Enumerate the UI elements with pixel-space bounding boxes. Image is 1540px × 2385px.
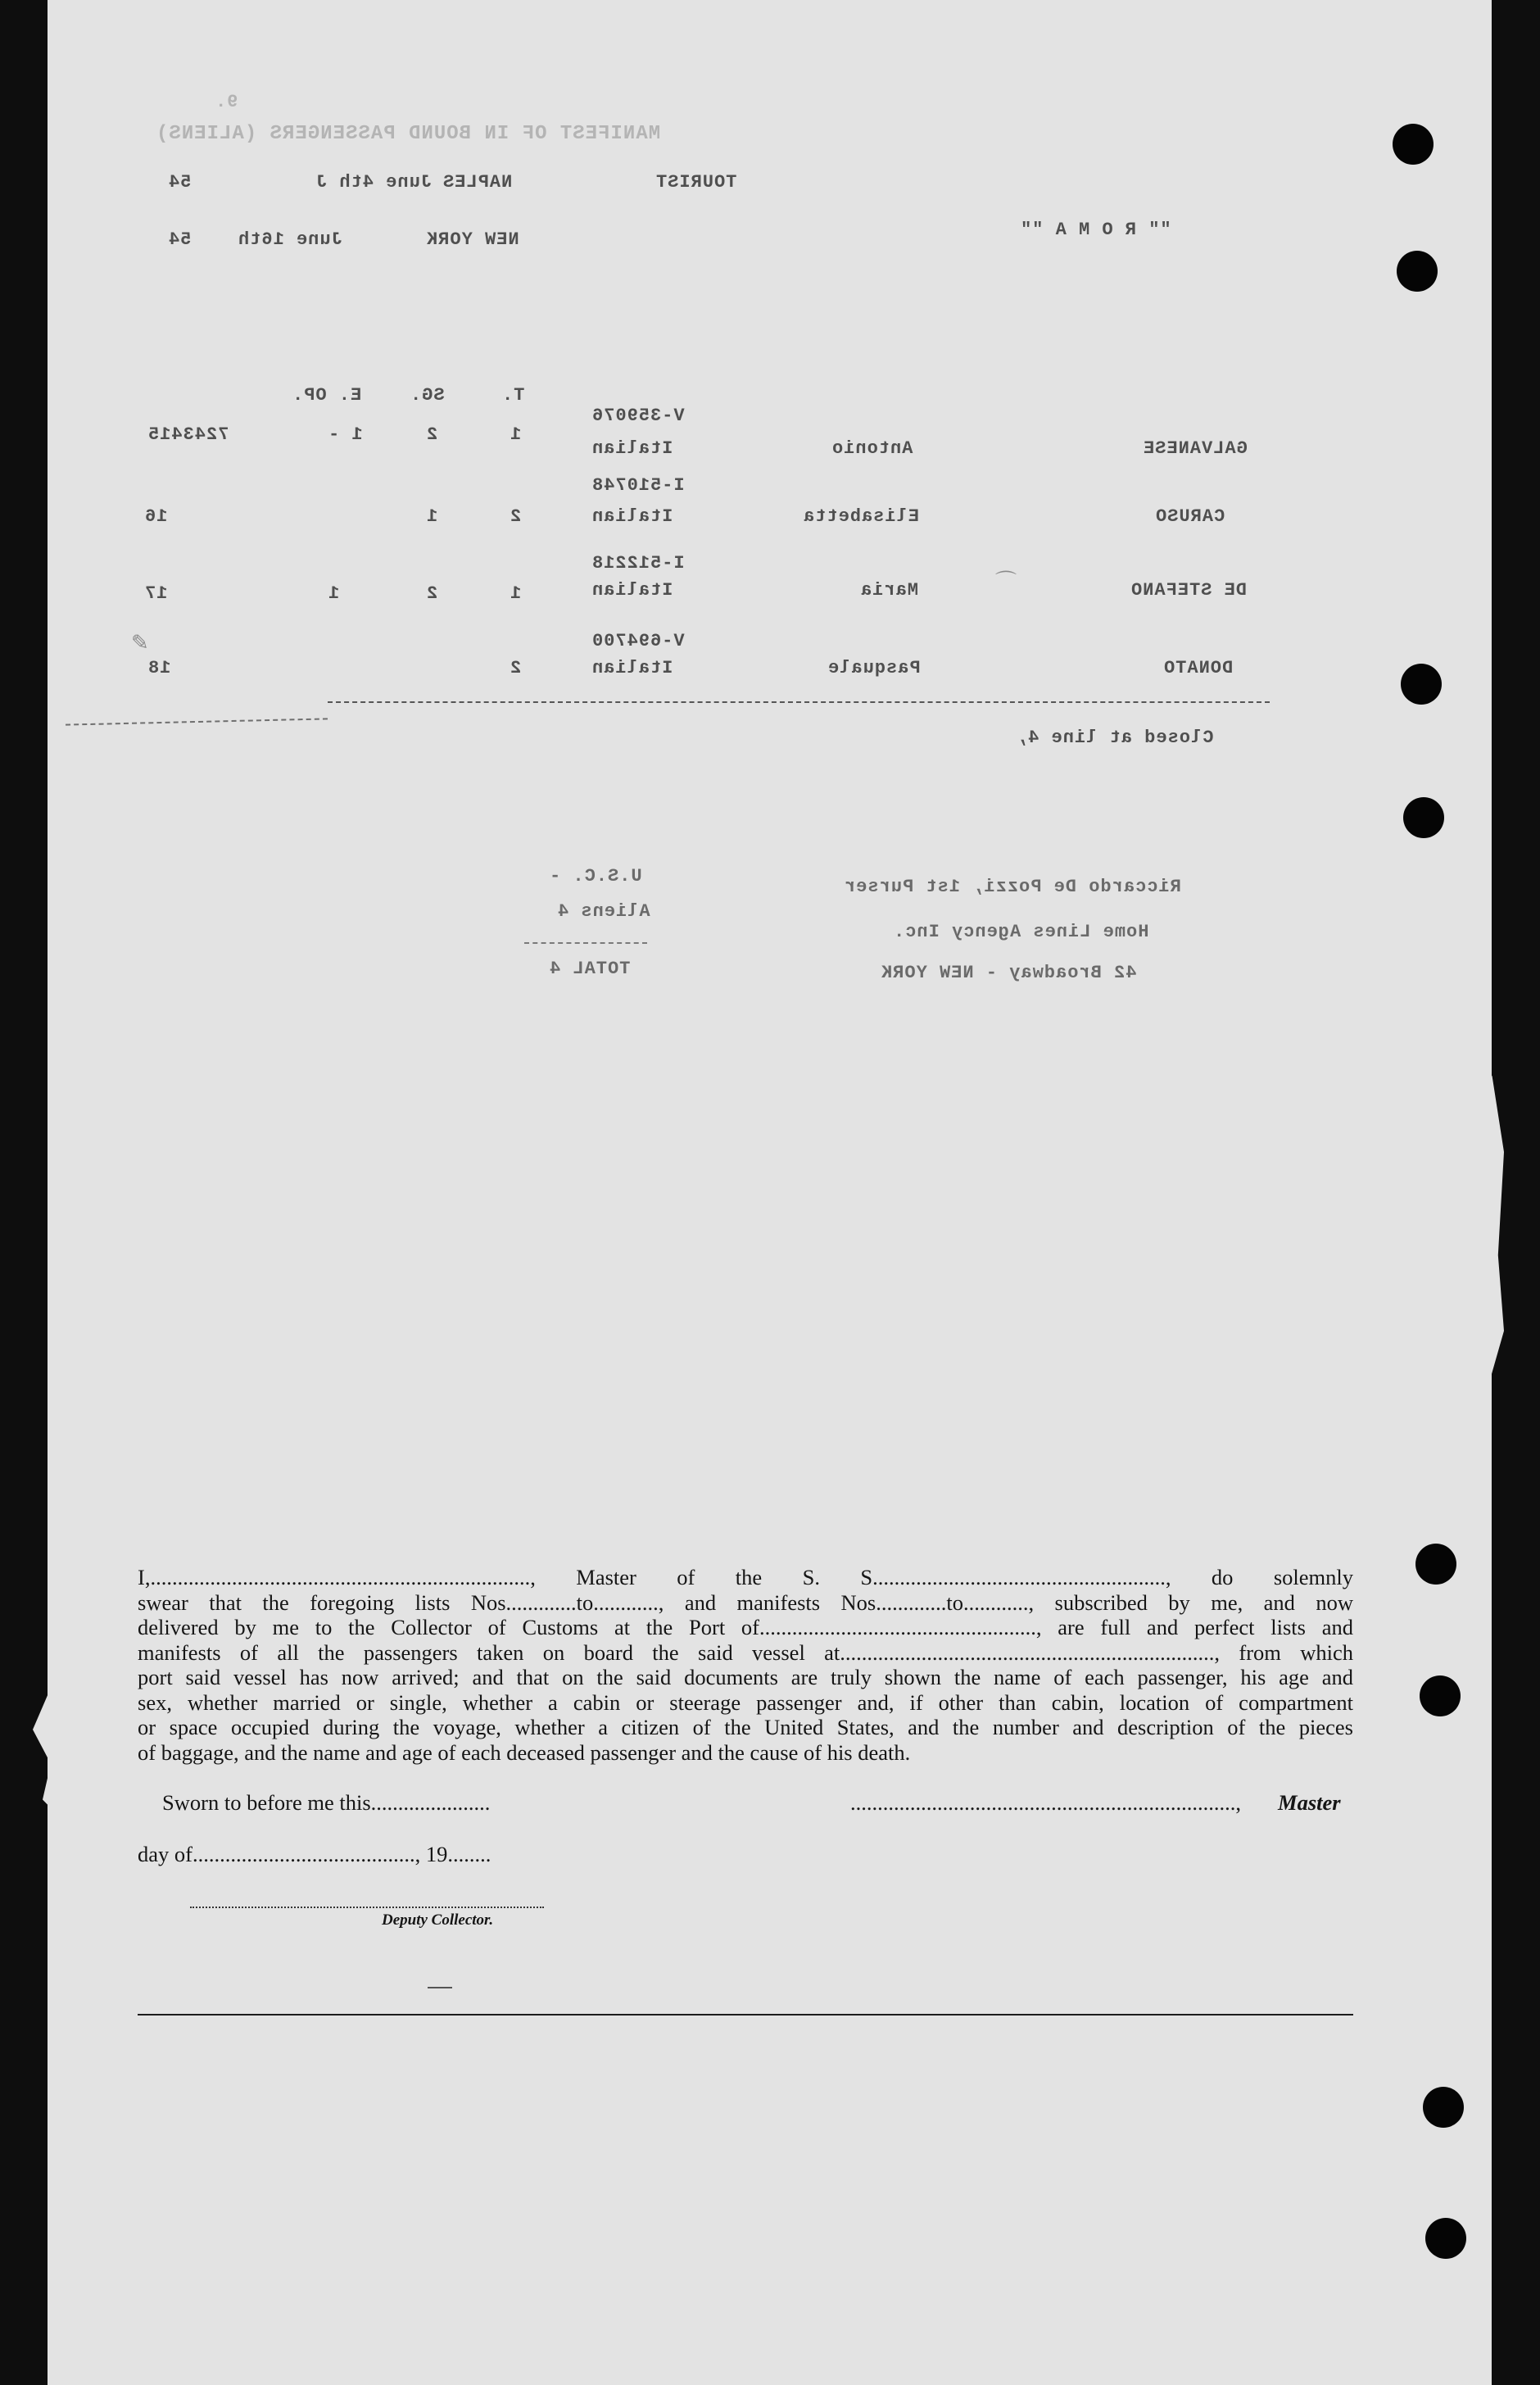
deputy-collector-label: Deputy Collector. <box>382 1911 494 1929</box>
binder-hole <box>1423 2087 1464 2128</box>
binder-hole <box>1420 1675 1461 1716</box>
oath-line: swear that the foregoing lists Nos.............to............, and manifests Nos.............to............, subscribed by me, and now <box>138 1589 1353 1615</box>
manifest-number: 9. <box>215 92 238 112</box>
oath-line: I,......................................................................, Master of the S. S......................................................, do solemnly <box>138 1565 1353 1589</box>
reference-number: 7243415 <box>147 424 229 445</box>
count-t: 2 <box>510 506 522 527</box>
oath-line: of baggage, and the name and age of each deceased passenger and the cause of his death. <box>138 1739 911 1765</box>
nationality: Italian <box>591 506 673 527</box>
count-t: 2 <box>510 658 522 678</box>
day-of-line: day of........................................., 19........ <box>138 1842 491 1866</box>
pencil-mark: ⌒ <box>995 570 1017 595</box>
sworn-before-line: Sworn to before me this...................... <box>162 1790 491 1815</box>
visa-number: I-512218 <box>591 553 685 574</box>
purser-line: Home Lines Agency Inc. <box>893 922 1149 942</box>
arrival-date: June 16th <box>238 229 342 250</box>
binder-hole <box>1393 124 1434 165</box>
bottom-rule <box>138 2014 1353 2015</box>
visa-number: V-694700 <box>591 631 685 651</box>
visa-number: V-359076 <box>591 406 685 426</box>
surname: DE STEFANO <box>1130 580 1248 601</box>
binder-hole <box>1425 2218 1466 2259</box>
oath-line: or space occupied during the voyage, whether a citizen of the United States, and the number and description of the pieces <box>138 1715 1353 1739</box>
binder-hole <box>1415 1544 1456 1585</box>
count-sg: 2 <box>426 583 438 604</box>
binder-hole <box>1403 797 1444 838</box>
count-eop: 1 <box>328 583 340 604</box>
oath-line: sex, whether married or single, whether a cabin or steerage passenger and, if other than cabin, location of compartment <box>138 1689 1353 1715</box>
given-name: Antonio <box>831 438 913 459</box>
count-eop: 1 - <box>328 424 363 445</box>
surname: DONATO <box>1163 658 1234 678</box>
manifest-title: MANIFEST OF IN BOUND PASSENGERS (ALIENS) <box>156 123 661 145</box>
total-all: TOTAL 4 <box>549 959 631 979</box>
deputy-signature-line <box>190 1907 544 1908</box>
reference-number: 16 <box>144 506 168 527</box>
master-signature-line: ......................................................................., <box>850 1790 1241 1815</box>
totals-rule <box>524 942 647 944</box>
count-t: 1 <box>510 424 522 445</box>
vessel-name: "" R O M A "" <box>1020 220 1171 240</box>
visa-number: I-510748 <box>591 475 685 496</box>
short-mark <box>428 1987 452 1988</box>
count-t: 1 <box>510 583 522 604</box>
surname: GALVANESE <box>1143 438 1248 459</box>
pencil-mark: ✎ <box>131 631 149 655</box>
list-number: 54 <box>168 172 192 193</box>
page-edge-tear <box>1474 1049 1504 1393</box>
document-page <box>48 0 1492 2385</box>
closing-note: Closed at line 4, <box>1016 728 1214 748</box>
reference-number: 18 <box>147 658 171 678</box>
oath-paragraph <box>138 1565 1353 1765</box>
nationality: Italian <box>591 658 673 678</box>
purser-line: 42 Broadway - NEW YORK <box>881 963 1137 983</box>
oath-line: port said vessel has now arrived; and that on the said documents are truly shown the name of each passenger, his age and <box>138 1665 1353 1689</box>
binder-hole <box>1401 664 1442 705</box>
reference-number: 17 <box>144 583 168 604</box>
passenger-class: TOURIST <box>655 172 737 193</box>
closing-rule <box>328 701 1270 703</box>
column-head: T. <box>501 385 525 406</box>
departure-port: NAPLES <box>442 172 513 193</box>
given-name: Pasquale <box>827 658 921 678</box>
nationality: Italian <box>591 580 673 601</box>
given-name: Maria <box>860 580 919 601</box>
binder-hole <box>1397 251 1438 292</box>
master-label: Master <box>1278 1790 1341 1815</box>
oath-line: manifests of all the passengers taken on board the said vessel at....................................................................., from which <box>138 1639 1353 1665</box>
surname: CARUSO <box>1155 506 1225 527</box>
column-head: E. OP. <box>292 385 362 406</box>
purser-line: Riccardo De Pozzi, 1st Purser <box>844 877 1181 897</box>
list-number: 54 <box>168 229 192 250</box>
departure-date: June 4th J <box>315 172 433 193</box>
count-sg: 1 <box>426 506 438 527</box>
total-usc: U.S.C. - <box>549 866 642 886</box>
column-head: SG. <box>410 385 445 406</box>
arrival-port: NEW YORK <box>426 229 519 250</box>
count-sg: 2 <box>426 424 438 445</box>
nationality: Italian <box>591 438 673 459</box>
total-aliens: Aliens 4 <box>557 901 650 922</box>
oath-line: delivered by me to the Collector of Customs at the Port of..................................................., are full and perfect lists and <box>138 1615 1353 1639</box>
given-name: Elisabetta <box>803 506 920 527</box>
